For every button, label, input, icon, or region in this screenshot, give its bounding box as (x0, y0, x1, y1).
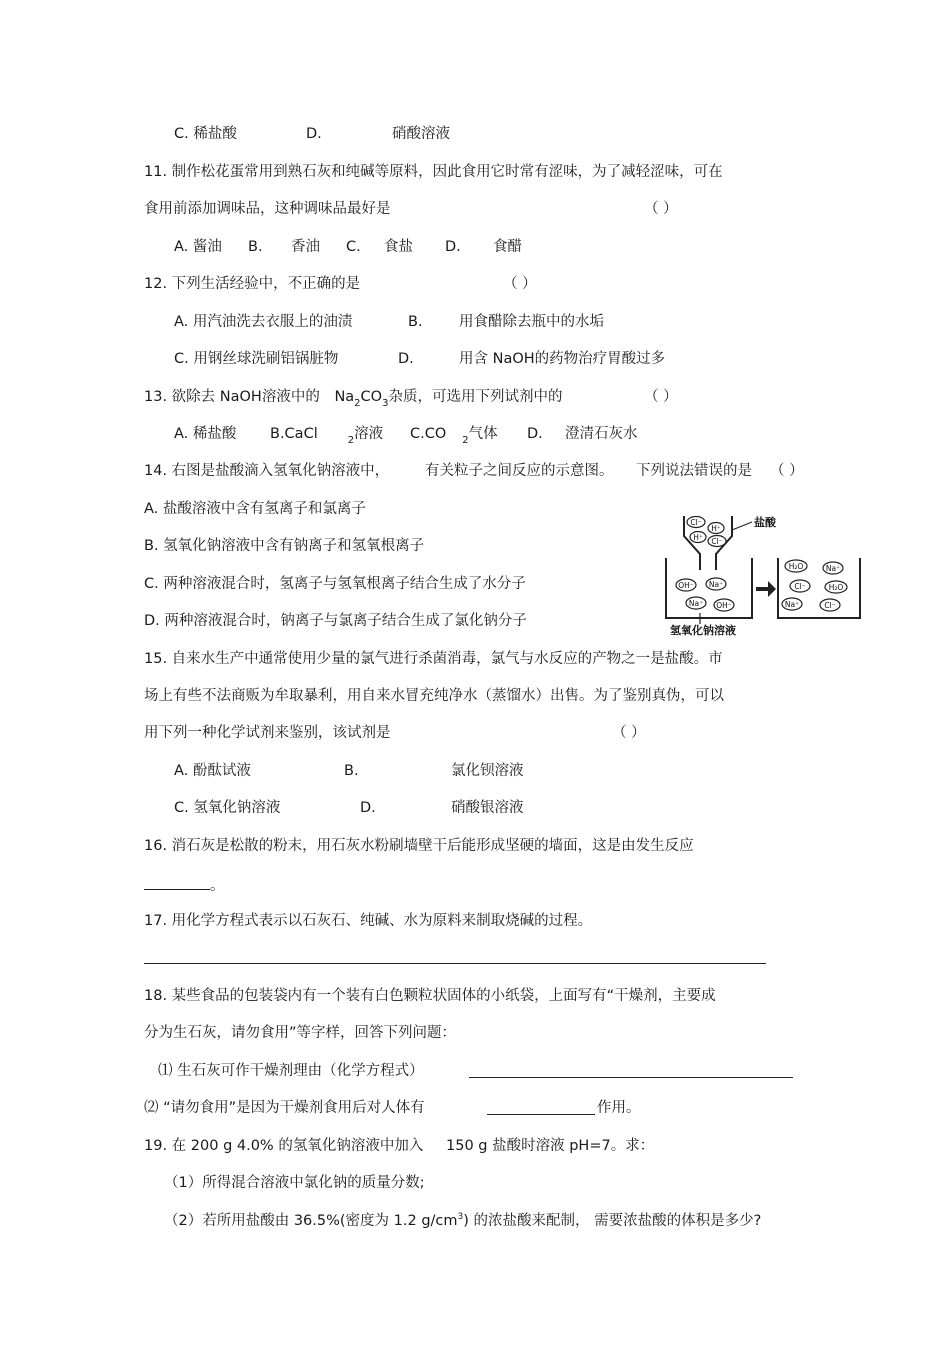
q14-option-c: C. 两种溶液混合时，氢离子与氢氧根离子结合生成了水分子 (144, 576, 526, 592)
ion-na-3: Na⁺ (825, 564, 841, 573)
q14-stem-part3: 下列说法错误的是 (636, 463, 752, 479)
arrow-icon (756, 581, 776, 597)
q13-option-a: A. 稀盐酸 (174, 426, 237, 442)
base-label: 氢氧化钠溶液 (670, 624, 736, 637)
reaction-diagram (660, 510, 870, 640)
q12-option-d-label: D. (398, 351, 414, 367)
q13-option-c-sub: 2 (462, 435, 469, 446)
q13-option-b-sub: 2 (347, 435, 355, 446)
q11-option-d: 食醋 (493, 239, 522, 255)
ion-na-1: Na⁺ (708, 580, 724, 589)
q16-tail: 。 (210, 878, 225, 894)
q13-stem-part1: 13. 欲除去 NaOH溶液中的 (144, 389, 320, 405)
q16-stem: 16. 消石灰是松散的粉末，用石灰水粉刷墙壁干后能形成坚硬的墙面，这是由发生反应 (144, 838, 694, 854)
q11-answer-bracket: （ ） (644, 201, 678, 217)
q18-sub2-part2: 作用。 (597, 1100, 641, 1116)
q15-option-b: 氯化钡溶液 (451, 763, 524, 779)
q12-option-d: 用含 NaOH的药物治疗胃酸过多 (459, 351, 666, 367)
q14-option-b: B. 氢氧化钠溶液中含有钠离子和氢氧根离子 (144, 538, 425, 554)
q13-formula-sub: 2 (354, 398, 361, 409)
q11-stem-line1: 11. 制作松花蛋常用到熟石灰和纯碱等原料，因此食用它时常有涩味，为了减轻涩味，可在 (144, 164, 723, 180)
q13-option-c-tail: 气体 (468, 426, 498, 442)
q18-sub2-blank[interactable] (487, 1114, 595, 1115)
q12-answer-bracket: （ ） (503, 276, 537, 292)
q19-sub2-part1: （2）若所用盐酸由 36.5%(密度为 1.2 g/cm (164, 1213, 458, 1229)
q19-sub1: （1）所得混合溶液中氯化钠的质量分数; (164, 1175, 425, 1191)
q15-stem-line2: 场上有些不法商贩为牟取暴利，用自来水冒充纯净水（蒸馏水）出售。为了鉴别真伪，可以 (144, 688, 724, 704)
q11-option-d-label: D. (445, 239, 461, 255)
q11-option-b-label: B. (248, 239, 263, 255)
q13-option-b-tail: 溶液 (354, 426, 384, 442)
q11-option-b: 香油 (291, 239, 320, 255)
q13-formula-sub2: 3 (382, 398, 389, 409)
ion-h-2: H⁺ (693, 533, 703, 542)
q13-formula-na: Na (334, 389, 355, 405)
q19-sub2-sup: 3 (457, 1212, 464, 1222)
q13-option-b-formula: B.CaCl (270, 426, 318, 442)
q12-option-b: 用食醋除去瓶中的水垢 (459, 314, 604, 330)
acid-label: 盐酸 (754, 516, 776, 529)
q16-answer-line (144, 873, 225, 896)
q12-option-a: A. 用汽油洗去衣服上的油渍 (174, 314, 353, 330)
q15-option-c: C. 氢氧化钠溶液 (174, 800, 281, 816)
q12-stem: 12. 下列生活经验中，不正确的是 (144, 276, 361, 292)
q18-sub1: ⑴ 生石灰可作干燥剂理由（化学方程式） (158, 1063, 424, 1079)
q15-option-b-label: B. (344, 763, 359, 779)
q11-option-c: 食盐 (384, 239, 413, 255)
ion-cl-4: Cl⁻ (824, 601, 836, 610)
q18-stem-line1: 18. 某些食品的包装袋内有一个装有白色颗粒状固体的小纸袋，上面写有“干燥剂，主要成 (144, 988, 716, 1004)
q14-option-d: D. 两种溶液混合时，钠离子与氯离子结合生成了氯化钠分子 (144, 613, 527, 629)
q15-stem-line1: 15. 自来水生产中通常使用少量的氯气进行杀菌消毒，氯气与水反应的产物之一是盐酸。市 (144, 651, 723, 667)
ion-na-4: Na⁺ (784, 600, 800, 609)
ion-h-1: H⁺ (711, 524, 721, 533)
q19-stem-part1: 19. 在 200 g 4.0% 的氢氧化钠溶液中加入 (144, 1138, 424, 1154)
ion-na-2: Na⁺ (688, 599, 704, 608)
q14-option-a: A. 盐酸溶液中含有氢离子和氯离子 (144, 501, 366, 517)
q13-formula-co: CO (360, 389, 383, 405)
q19-sub2 (164, 1211, 761, 1233)
q11-option-a: A. 酱油 (174, 239, 222, 255)
q15-option-d: 硝酸银溶液 (451, 800, 524, 816)
q17-answer-line[interactable] (144, 963, 766, 964)
q13-stem-part2: 杂质，可选用下列试剂中的 (388, 389, 563, 405)
q19-sub2-part2: ) 的浓盐酸来配制， 需要浓盐酸的体积是多少? (463, 1213, 762, 1229)
ion-oh-2: OH⁻ (716, 601, 732, 610)
q18-sub2-part1: ⑵ “请勿食用”是因为干燥剂食用后对人体有 (144, 1100, 425, 1116)
q10-option-d: 硝酸溶液 (392, 126, 450, 142)
ion-cl-1: Cl⁻ (690, 518, 702, 527)
q12-option-b-label: B. (408, 314, 423, 330)
q18-sub1-blank[interactable] (469, 1077, 793, 1078)
q19-stem-part2: 150 g 盐酸时溶液 pH=7。求： (446, 1138, 655, 1154)
ion-oh-1: OH⁻ (678, 581, 694, 590)
q12-option-c: C. 用钢丝球洗刷铝锅脏物 (174, 351, 339, 367)
q18-stem-line2: 分为生石灰，请勿食用”等字样，回答下列问题： (144, 1025, 457, 1041)
q13-option-b (270, 424, 383, 446)
q17-stem: 17. 用化学方程式表示以石灰石、纯碱、水为原料来制取烧碱的过程。 (144, 913, 593, 929)
molecule-h2o-1: H₂O (788, 562, 804, 571)
q10-option-d-label: D. (306, 126, 322, 142)
q14-stem-part1: 14. 右图是盐酸滴入氢氧化钠溶液中， (144, 463, 390, 479)
q13-option-c (410, 424, 498, 446)
q13-stem (144, 387, 562, 409)
q11-stem-line2: 食用前添加调味品，这种调味品最好是 (144, 201, 391, 217)
q16-blank[interactable] (144, 873, 210, 890)
molecule-h2o-2: H₂O (828, 583, 844, 592)
q13-option-c-formula: C.CO (410, 426, 447, 442)
q13-option-d: 澄清石灰水 (565, 426, 638, 442)
q14-stem-part2: 有关粒子之间反应的示意图。 (425, 463, 614, 479)
q11-option-c-label: C. (346, 239, 361, 255)
q13-answer-bracket: （ ） (644, 389, 678, 405)
q14-answer-bracket: （ ） (770, 463, 804, 479)
ion-cl-2: Cl⁻ (711, 537, 723, 546)
q15-option-d-label: D. (360, 800, 376, 816)
q15-answer-bracket: （ ） (612, 725, 646, 741)
q13-option-d-label: D. (527, 426, 543, 442)
q15-stem-line3: 用下列一种化学试剂来鉴别，该试剂是 (144, 725, 391, 741)
q10-option-c: C. 稀盐酸 (174, 126, 237, 142)
q15-option-a: A. 酚酞试液 (174, 763, 251, 779)
ion-cl-3: Cl⁻ (794, 582, 806, 591)
